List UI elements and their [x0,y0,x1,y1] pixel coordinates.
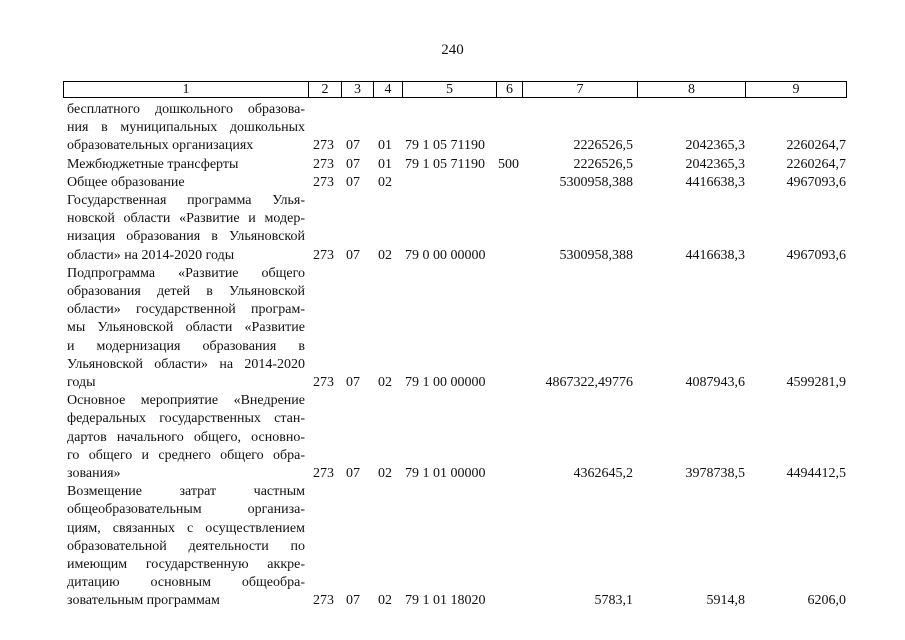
description-line: дартов начального общего, основно- [67,429,305,445]
description-line: низация образования в Ульяновской [67,229,305,245]
cell-c8: 5914,8 [706,593,745,609]
description-line: области» на 2014-2020 годы [67,247,235,263]
description-line: мы Ульяновской области «Развитие [67,320,305,336]
header-col-5: 5 [402,82,496,97]
description-line: общеобразовательным организа- [67,502,305,518]
description-line: образовательной деятельности по [67,538,305,554]
table-row [0,156,905,174]
cell-c7: 2226526,5 [573,138,633,154]
cell-c8: 4416638,3 [685,247,745,263]
cell-c3: 07 [346,374,360,390]
cell-c8: 4087943,6 [685,374,745,390]
cell-c2: 273 [313,138,334,154]
row-description [67,174,305,192]
table-row [0,483,905,610]
cell-c5: 79 1 05 71190 [405,156,485,172]
description-line: и модернизация образования в [67,338,305,354]
description-line: зовательным программам [67,593,220,609]
table-row [0,174,905,192]
cell-c3: 07 [346,156,360,172]
description-line: бесплатного дошкольного образова- [67,102,305,117]
description-line: области» государственной програм- [67,302,305,318]
cell-c7: 2226526,5 [573,156,633,172]
cell-c3: 07 [346,593,360,609]
cell-c9: 4599281,9 [786,374,846,390]
description-line: Возмещение затрат частным [67,484,305,500]
table-row [0,265,905,392]
cell-c4: 02 [378,465,392,481]
header-col-3: 3 [341,82,373,97]
header-col-8: 8 [637,82,745,97]
cell-c3: 07 [346,174,360,190]
table-row [0,101,905,156]
description-line: годы [67,375,96,391]
description-line: новской области «Развитие и модер- [67,211,305,227]
cell-c2: 273 [313,593,334,609]
description-line: циям, связанных с осуществлением [67,520,305,536]
row-description [67,156,305,174]
cell-c3: 07 [346,247,360,263]
table-header [63,81,847,98]
cell-c8: 2042365,3 [685,138,745,154]
row-description [67,483,305,610]
cell-c4: 01 [378,156,392,172]
description-line: Подпрограмма «Развитие общего [67,265,305,281]
description-line: го общего и среднего общего обра- [67,447,305,463]
cell-c5: 79 1 01 00000 [405,465,486,481]
table-row [0,392,905,483]
cell-c2: 273 [313,247,334,263]
cell-c4: 02 [378,247,392,263]
cell-c9: 6206,0 [807,593,846,609]
cell-c9: 4967093,6 [786,174,846,190]
cell-c9: 4967093,6 [786,247,846,263]
cell-c5: 79 1 01 18020 [405,593,486,609]
cell-c7: 5300958,388 [559,247,633,263]
cell-c9: 2260264,7 [786,138,846,154]
description-line: Межбюджетные трансферты [67,156,239,172]
cell-c9: 2260264,7 [786,156,846,172]
cell-c2: 273 [313,465,334,481]
header-col-4: 4 [373,82,402,97]
cell-c8: 3978738,5 [685,465,745,481]
header-col-9: 9 [745,82,846,97]
description-line: зования» [67,466,121,481]
description-line: федеральных государственных стан- [67,411,305,427]
cell-c6: 500 [498,156,519,172]
row-description [67,101,305,156]
description-line: образовательных организациях [67,138,254,154]
description-line: Общее образование [67,174,185,190]
description-line: Ульяновской области» на 2014-2020 [67,356,305,372]
cell-c7: 5300958,388 [559,174,633,190]
cell-c5: 79 0 00 00000 [405,247,486,263]
cell-c7: 5783,1 [594,593,633,609]
description-line: образования детей в Ульяновской [67,284,305,299]
row-description [67,392,305,483]
description-line: Основное мероприятие «Внедрение [67,393,305,409]
row-description [67,265,305,392]
cell-c7: 4362645,2 [573,465,633,481]
description-line: ния в муниципальных дошкольных [67,120,305,136]
page-number: 240 [441,42,464,58]
cell-c8: 2042365,3 [685,156,745,172]
header-col-6: 6 [496,82,522,97]
cell-c7: 4867322,49776 [545,374,633,390]
row-description [67,192,305,265]
table-row [0,192,905,265]
description-line: дитацию основным общеобра- [67,575,305,591]
description-line: имеющим государственную аккре- [67,557,305,572]
cell-c2: 273 [313,174,334,190]
cell-c4: 02 [378,174,392,190]
cell-c4: 02 [378,593,392,609]
cell-c5: 79 1 05 71190 [405,138,485,154]
description-line: Государственная программа Улья- [67,193,305,208]
cell-c8: 4416638,3 [685,174,745,190]
cell-c3: 07 [346,465,360,481]
header-col-1: 1 [182,82,190,97]
cell-c2: 273 [313,156,334,172]
header-col-7: 7 [522,82,637,97]
cell-c5: 79 1 00 00000 [405,374,486,390]
cell-c4: 01 [378,138,392,154]
cell-c2: 273 [313,374,334,390]
cell-c4: 02 [378,374,392,390]
cell-c3: 07 [346,138,360,154]
header-col-2: 2 [308,82,341,97]
cell-c9: 4494412,5 [786,465,846,481]
